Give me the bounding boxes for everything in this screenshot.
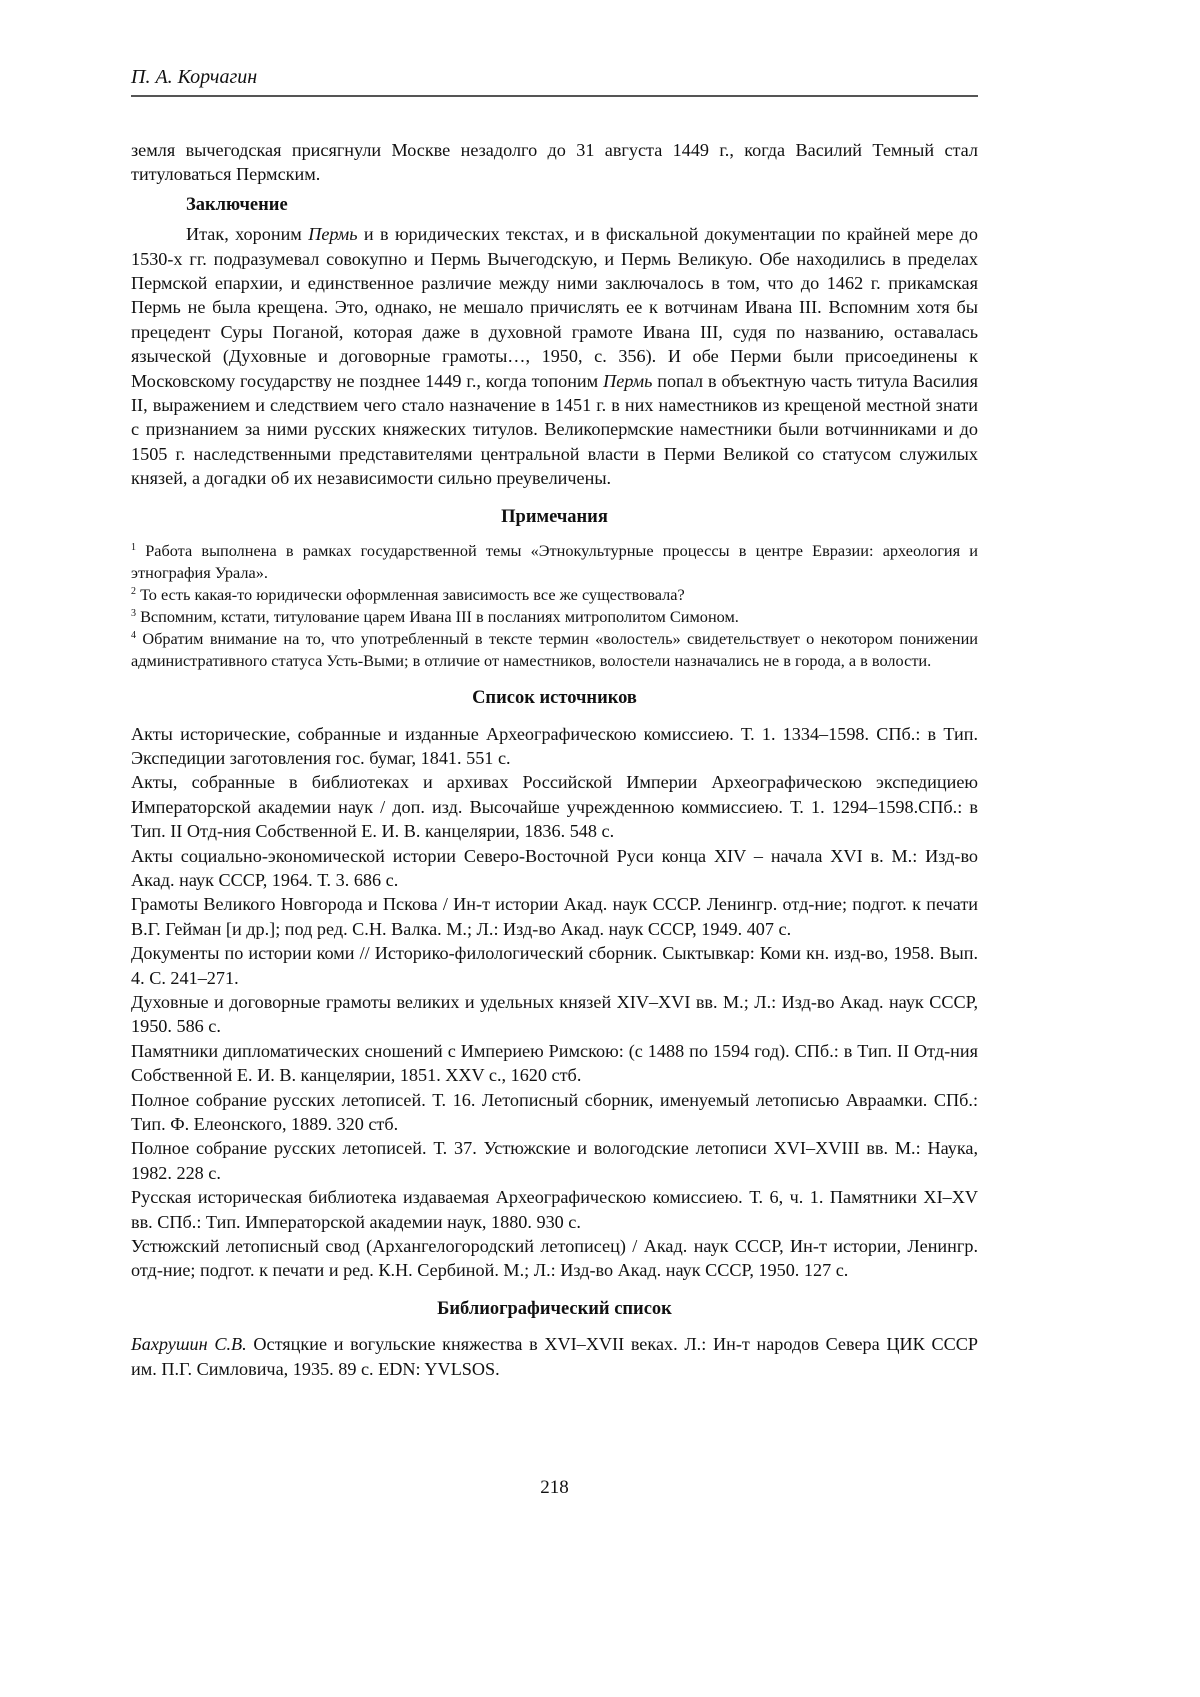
page-number: 218 — [540, 1477, 569, 1498]
conclusion-paragraph — [131, 222, 978, 490]
source-entry: Акты исторические, собранные и изданные Археографическою комиссиею. Т. 1. 1334–1598. СПб.: в Тип. Экспедиции заготовления гос. бумаг, 1841. 551 с. — [131, 723, 978, 768]
bibliography-entry — [131, 1332, 978, 1381]
source-entry: Полное собрание русских летописей. Т. 37. Устюжские и вологодские летописи XVI–XVIII вв. М.: Наука, 1982. 228 с. — [131, 1138, 978, 1183]
header-rule — [131, 95, 978, 97]
footnote — [131, 584, 978, 606]
running-head: П. А. Корчагин — [131, 66, 258, 88]
bibliography-heading: Библиографический список — [437, 1298, 672, 1319]
bibliography-text: Остяцкие и вогульские княжества в XVI–XVII веках. Л.: Ин-т народов Севера ЦИК СССР им. П.Г. Симловича, 1935. 89 с. EDN: YVLSOS. — [131, 1334, 978, 1379]
source-entry: Документы по истории коми // Историко-филологический сборник. Сыктывкар: Коми кн. изд-во, 1958. Вып. 4. С. 241–271. — [131, 943, 978, 988]
footnote-text: То есть какая-то юридически оформленная зависимость все же существовала? — [136, 585, 685, 605]
page-body — [131, 138, 978, 1381]
bibliography-list — [131, 1332, 978, 1381]
footnote — [131, 540, 978, 584]
source-entry: Грамоты Великого Новгорода и Пскова / Ин-т истории Акад. наук СССР. Ленингр. отд-ние; подгот. к печати В.Г. Гейман [и др.]; под ред. С.Н. Валка. М.; Л.: Изд-во Акад. наук СССР, 1949. 407 с. — [131, 894, 978, 939]
footnote — [131, 606, 978, 628]
footnote-text: Работа выполнена в рамках государственной темы «Этнокультурные процессы в центре Евразии: археология и этнография Урала». — [131, 541, 978, 583]
footnote-text: Вспомним, кстати, титулование царем Ивана III в посланиях митрополитом Симоном. — [136, 607, 739, 627]
source-entry: Русская историческая библиотека издаваемая Археографическою комиссиею. Т. 6, ч. 1. Памятники XI–XV вв. СПб.: Тип. Императорской академии наук, 1880. 930 с. — [131, 1187, 978, 1232]
footnote-text: Обратим внимание на то, что употребленный в тексте термин «волостель» свидетельствует о некотором понижении административного статуса Усть-Выми; в отличие от наместников, волостели назначались не в города, а в волости. — [131, 629, 978, 671]
bibliography-author: Бахрушин С.В. — [131, 1334, 247, 1355]
footnote-number: 1 — [131, 542, 136, 554]
sources-list — [131, 722, 978, 1283]
continuation-paragraph: земля вычегодская присягнули Москве незадолго до 31 августа 1449 г., когда Василий Темный стал титуловаться Пермским. — [131, 140, 978, 185]
notes-heading: Примечания — [501, 506, 608, 527]
source-entry: Памятники дипломатических сношений с Империею Римскою: (с 1488 по 1594 год). СПб.: в Тип. II Отд-ния Собственной Е. И. В. канцелярии, 1851. XXV с., 1620 стб. — [131, 1040, 978, 1086]
source-entry: Полное собрание русских летописей. Т. 16. Летописный сборник, именуемый летописью Авраамки. СПб.: Тип. Ф. Елеонского, 1889. 320 стб. — [131, 1089, 978, 1134]
text-run: и в юридических текстах, и в фискальной документации по крайней мере до 1530-х гг. подразумевал совокупно и Пермь Вычегодскую, и Пермь Великую. Обе находились в пределах Пермской епархии, и единственное различие между ними заключалось в том, что до 1462 г. прикамская Пермь не была крещена. Это, однако, не мешало причислять ее к вотчинам Ивана III. Вспомним хотя бы прецедент Суры Поганой, которая даже в духовной грамоте Ивана III, судя по названию, оставалась языческой (Духовные и договорные грамоты…, 1950, с. 356). И обе Перми были присоединены к Московскому государству не позднее 1449 г., когда топоним — [131, 224, 979, 391]
footnote-number: 2 — [131, 586, 136, 598]
footnote-number: 3 — [131, 608, 136, 620]
footnote — [131, 628, 978, 672]
source-entry: Акты социально-экономической истории Северо-Восточной Руси конца XIV – начала XVI в. М.: Изд-во Акад. наук СССР, 1964. Т. 3. 686 с. — [131, 845, 978, 890]
text-run: Итак, хороним — [186, 224, 309, 245]
text-run: попал в объектную часть титула Василия II, выражением и следствием чего стало назначение в 1451 г. в них наместников из крещеной местной знати с признанием за ними русских княжеских титулов. Великопермские наместники были вотчинниками и до 1505 г. наследственными представителями центральной власти в Перми Великой со статусом служилых князей, а догадки об их независимости сильно преувеличены. — [131, 370, 978, 489]
sources-heading: Список источников — [472, 688, 637, 709]
source-entry: Акты, собранные в библиотеках и архивах Российской Империи Археографическою экспедициею Императорской академии наук / доп. изд. Высочайше учрежденною коммиссиею. Т. 1. 1294–1598.СПб.: в Тип. II Отд-ния Собственной Е. И. В. канцелярии, 1836. 548 с. — [131, 772, 978, 842]
italic-term: Пермь — [308, 224, 358, 245]
source-entry: Устюжский летописный свод (Архангелогородский летописец) / Акад. наук СССР, Ин-т истории, Ленингр. отд-ние; подгот. к печати и ред. К.Н. Сербиной. М.; Л.: Изд-во Акад. наук СССР, 1950. 127 с. — [131, 1236, 978, 1281]
conclusion-heading: Заключение — [186, 194, 288, 215]
footnote-number: 4 — [131, 630, 136, 642]
source-entry: Духовные и договорные грамоты великих и удельных князей XIV–XVI вв. М.; Л.: Изд-во Акад. наук СССР, 1950. 586 с. — [131, 991, 978, 1037]
italic-term: Пермь — [603, 370, 653, 391]
notes-list — [131, 540, 978, 672]
